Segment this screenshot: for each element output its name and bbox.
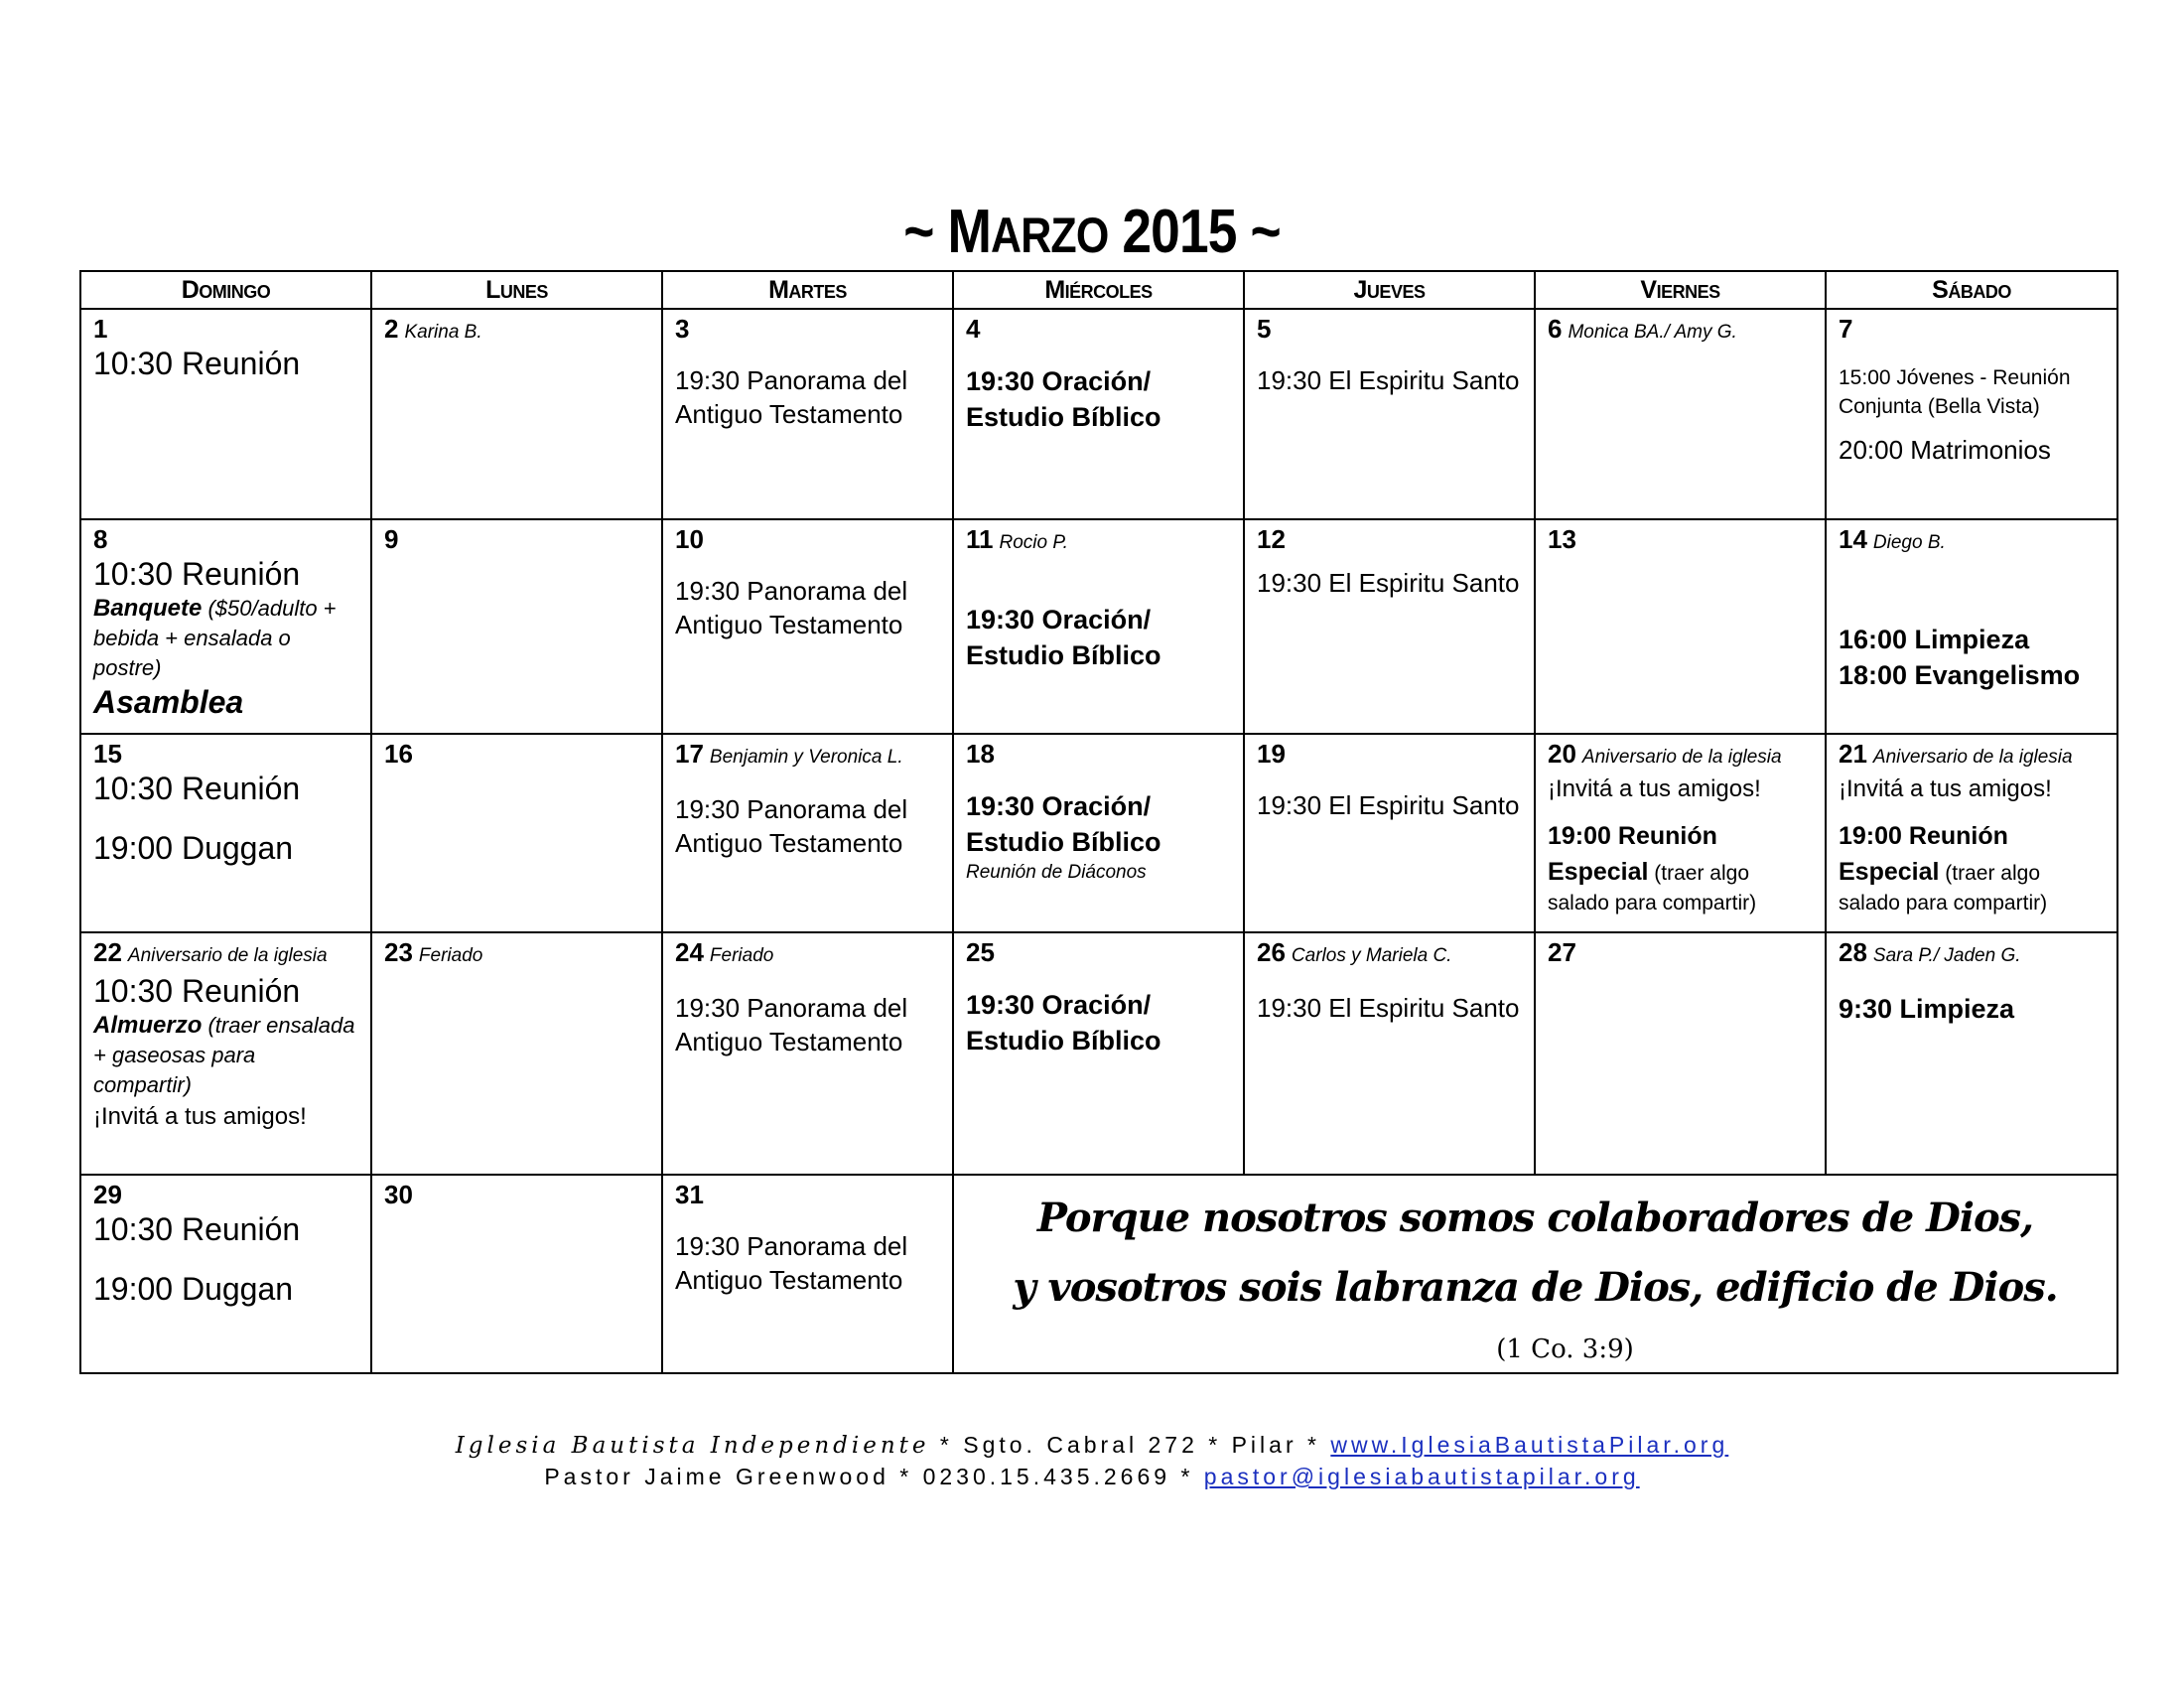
event: 10:30 Reunión xyxy=(93,556,301,592)
weekday-wednesday: Miércoles xyxy=(953,271,1244,309)
day-cell-3 xyxy=(662,309,953,519)
day-cell-23 xyxy=(371,932,662,1175)
anniversary-note: Aniversario de la iglesia xyxy=(127,945,328,966)
day-cell-25 xyxy=(953,932,1244,1175)
day-cell-12 xyxy=(1244,519,1535,734)
event: Estudio Bíblico xyxy=(966,827,1161,857)
event: 19:30 El Espiritu Santo xyxy=(1257,993,1520,1023)
anniversary-note: Aniversario de la iglesia xyxy=(1872,747,2073,768)
day-number: 12 xyxy=(1257,524,1286,554)
event: 19:00 Duggan xyxy=(93,1271,294,1307)
day-number: 3 xyxy=(675,314,690,344)
event: 19:30 El Espiritu Santo xyxy=(1257,568,1520,598)
event: 19:30 Panorama del Antiguo Testamento xyxy=(675,794,908,858)
day-number: 13 xyxy=(1548,524,1576,554)
week-row xyxy=(80,309,2117,519)
day-number: 11 xyxy=(966,524,994,554)
day-cell-10 xyxy=(662,519,953,734)
day-number: 8 xyxy=(93,524,108,554)
event: 20:00 Matrimonios xyxy=(1839,435,2051,465)
event: 15:00 Jóvenes - Reunión Conjunta (Bella Vista) xyxy=(1839,366,2071,418)
event-note: ($50/adulto + bebida + ensalada o postre) xyxy=(93,596,337,680)
email-link[interactable]: pastor@iglesiabautistapilar.org xyxy=(1203,1464,1640,1489)
day-cell-27 xyxy=(1535,932,1826,1175)
day-number: 19 xyxy=(1257,739,1286,769)
invite-note: ¡Invitá a tus amigos! xyxy=(1548,775,1761,802)
day-number: 25 xyxy=(966,937,995,967)
day-number: 15 xyxy=(93,739,122,769)
day-cell-22 xyxy=(80,932,371,1175)
event: 9:30 Limpieza xyxy=(1839,994,2015,1024)
day-number: 5 xyxy=(1257,314,1272,344)
birthday-note: Monica BA./ Amy G. xyxy=(1568,322,1737,343)
event-lunch: Almuerzo xyxy=(93,1012,203,1039)
day-cell-19 xyxy=(1244,734,1535,932)
event: 19:30 Oración/ xyxy=(966,791,1152,821)
weekday-monday: Lunes xyxy=(371,271,662,309)
day-cell-21 xyxy=(1826,734,2117,932)
weekday-friday: Viernes xyxy=(1535,271,1826,309)
event: 16:00 Limpieza xyxy=(1839,625,2030,654)
footer-line-2 xyxy=(0,1464,2184,1490)
weekday-thursday: Jueves xyxy=(1244,271,1535,309)
event: 19:30 Panorama del Antiguo Testamento xyxy=(675,576,908,639)
verse-line: y vosotros sois labranza de Dios, edificio de Dios. xyxy=(1013,1264,2058,1311)
birthday-note: Rocio P. xyxy=(999,532,1068,553)
event: 19:30 Panorama del Antiguo Testamento xyxy=(675,1231,908,1295)
day-number: 21 xyxy=(1839,739,1867,769)
anniversary-note: Aniversario de la iglesia xyxy=(1581,747,1782,768)
day-cell-28 xyxy=(1826,932,2117,1175)
invite-note: ¡Invitá a tus amigos! xyxy=(93,1103,307,1130)
day-number: 23 xyxy=(384,937,413,967)
day-number: 27 xyxy=(1548,937,1576,967)
event: 10:30 Reunión xyxy=(93,973,301,1009)
calendar-grid xyxy=(79,270,2118,1374)
event: 19:00 Reunión Especial xyxy=(1548,822,1717,886)
event: 19:00 Duggan xyxy=(93,830,294,866)
holiday-note: Feriado xyxy=(709,945,774,966)
event: 10:30 Reunión xyxy=(93,771,301,806)
event: 19:30 El Espiritu Santo xyxy=(1257,790,1520,820)
event: 19:30 Panorama del Antiguo Testamento xyxy=(675,993,908,1056)
pastor-contact: Pastor Jaime Greenwood * 0230.15.435.2669 * xyxy=(544,1464,1194,1489)
day-number: 28 xyxy=(1839,937,1867,967)
day-cell-6 xyxy=(1535,309,1826,519)
verse-cell xyxy=(953,1175,2117,1373)
day-number: 9 xyxy=(384,524,399,554)
birthday-note: Karina B. xyxy=(404,322,482,343)
week-row xyxy=(80,734,2117,932)
weekday-header-row xyxy=(80,271,2117,309)
day-number: 29 xyxy=(93,1180,122,1209)
day-cell-29 xyxy=(80,1175,371,1373)
week-row xyxy=(80,519,2117,734)
day-cell-16 xyxy=(371,734,662,932)
event: 10:30 Reunión xyxy=(93,346,301,381)
day-number: 24 xyxy=(675,937,704,967)
event-note: (traer ensalada + gaseosas para compartir) xyxy=(93,1013,355,1097)
day-number: 22 xyxy=(93,937,122,967)
day-number: 14 xyxy=(1839,524,1867,554)
event: Estudio Bíblico xyxy=(966,1026,1161,1055)
day-cell-24 xyxy=(662,932,953,1175)
day-number: 20 xyxy=(1548,739,1576,769)
event: Estudio Bíblico xyxy=(966,402,1161,432)
day-cell-13 xyxy=(1535,519,1826,734)
day-cell-1 xyxy=(80,309,371,519)
event: 18:00 Evangelismo xyxy=(1839,660,2081,690)
event: 19:30 Oración/ xyxy=(966,366,1152,396)
event: 19:30 Oración/ xyxy=(966,605,1152,634)
holiday-note: Feriado xyxy=(418,945,483,966)
day-cell-9 xyxy=(371,519,662,734)
event: 19:30 Oración/ xyxy=(966,990,1152,1020)
event: Estudio Bíblico xyxy=(966,640,1161,670)
birthday-note: Benjamin y Veronica L. xyxy=(709,747,903,768)
invite-note: ¡Invitá a tus amigos! xyxy=(1839,775,2052,802)
event: 19:00 Reunión Especial xyxy=(1839,822,2008,886)
day-cell-31 xyxy=(662,1175,953,1373)
day-cell-11 xyxy=(953,519,1244,734)
event-note: Reunión de Diáconos xyxy=(966,862,1147,883)
day-number: 1 xyxy=(93,314,108,344)
week-row xyxy=(80,932,2117,1175)
day-number: 30 xyxy=(384,1180,413,1209)
day-number: 26 xyxy=(1257,937,1286,967)
day-cell-4 xyxy=(953,309,1244,519)
birthday-note: Sara P./ Jaden G. xyxy=(1872,945,2021,966)
day-cell-15 xyxy=(80,734,371,932)
verse-reference: (1 Co. 3:9) xyxy=(1496,1335,1634,1364)
event: 19:30 El Espiritu Santo xyxy=(1257,365,1520,395)
day-cell-17 xyxy=(662,734,953,932)
weekday-tuesday: Martes xyxy=(662,271,953,309)
church-address: * Sgto. Cabral 272 * Pilar * xyxy=(939,1432,1320,1458)
event-note: (traer algo salado para compartir) xyxy=(1839,862,2048,914)
day-cell-7 xyxy=(1826,309,2117,519)
day-number: 10 xyxy=(675,524,704,554)
day-cell-8 xyxy=(80,519,371,734)
day-cell-2 xyxy=(371,309,662,519)
event-banquet: Banquete xyxy=(93,595,203,622)
event-assembly: Asamblea xyxy=(93,684,244,720)
day-cell-14 xyxy=(1826,519,2117,734)
week-row xyxy=(80,1175,2117,1373)
day-cell-18 xyxy=(953,734,1244,932)
event-note: (traer algo salado para compartir) xyxy=(1548,862,1757,914)
weekday-sunday: Domingo xyxy=(80,271,371,309)
day-number: 6 xyxy=(1548,314,1563,344)
day-number: 2 xyxy=(384,314,399,344)
day-number: 18 xyxy=(966,739,995,769)
calendar-title: ~ MARZO 2015 ~ xyxy=(903,198,1281,266)
day-number: 16 xyxy=(384,739,413,769)
website-link[interactable]: www.IglesiaBautistaPilar.org xyxy=(1330,1432,1729,1458)
day-cell-5 xyxy=(1244,309,1535,519)
day-cell-30 xyxy=(371,1175,662,1373)
day-number: 17 xyxy=(675,739,704,769)
verse-line: Porque nosotros somos colaboradores de Dios, xyxy=(1036,1195,2034,1241)
day-number: 4 xyxy=(966,314,981,344)
church-name: Iglesia Bautista Independiente xyxy=(455,1433,930,1459)
weekday-saturday: Sábado xyxy=(1826,271,2117,309)
event: 19:30 Panorama del Antiguo Testamento xyxy=(675,365,908,429)
event: 10:30 Reunión xyxy=(93,1211,301,1247)
birthday-note: Diego B. xyxy=(1872,532,1946,553)
footer-line-1 xyxy=(0,1432,2184,1459)
day-cell-20 xyxy=(1535,734,1826,932)
day-number: 31 xyxy=(675,1180,704,1209)
day-cell-26 xyxy=(1244,932,1535,1175)
birthday-note: Carlos y Mariela C. xyxy=(1291,945,1452,966)
day-number: 7 xyxy=(1839,314,1853,344)
